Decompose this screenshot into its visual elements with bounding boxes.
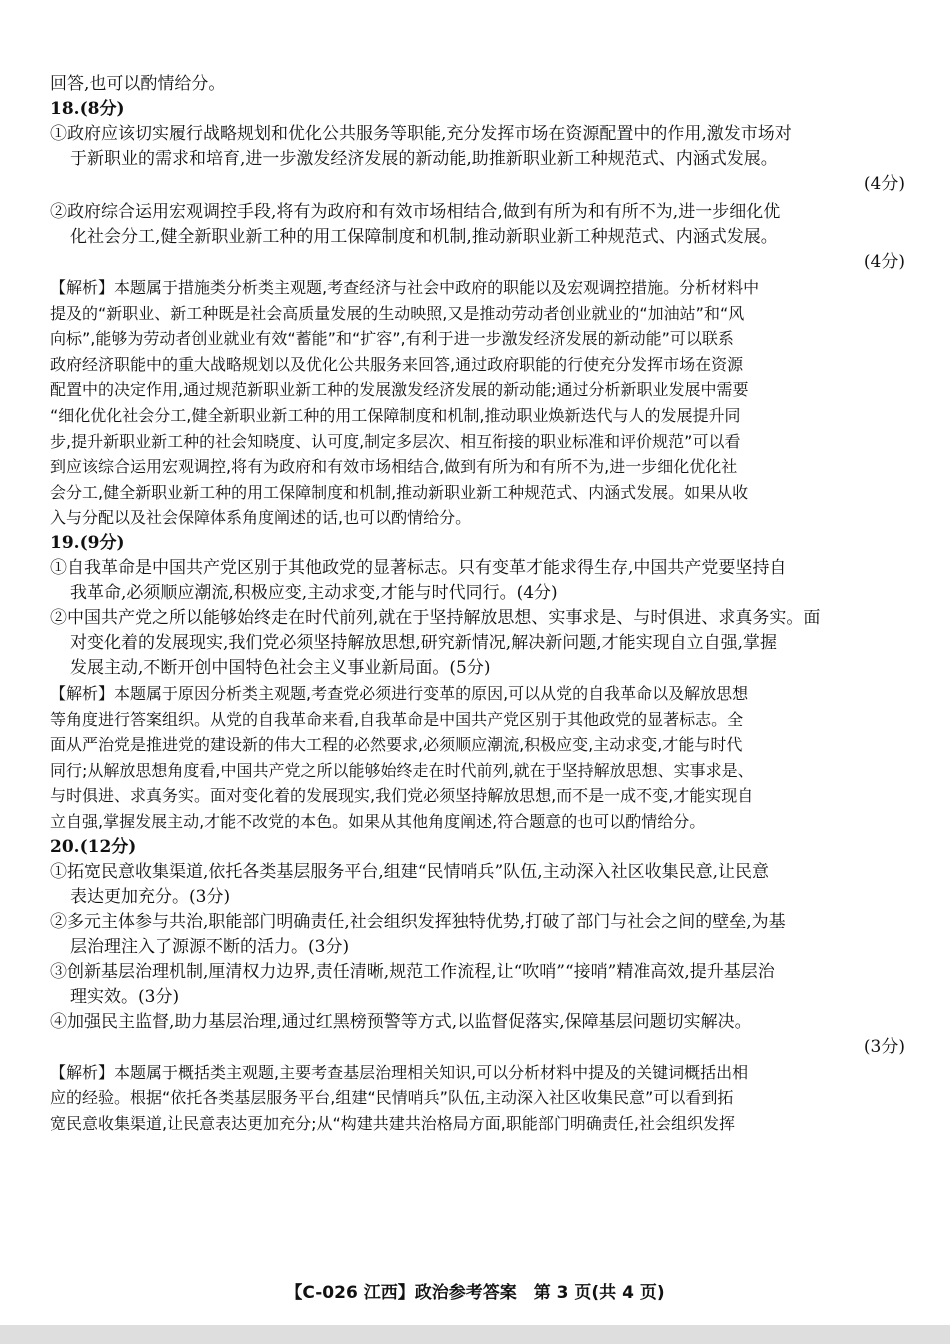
q20-analysis [50, 1060, 905, 1137]
q19-analysis-line: 等角度进行答案组织。从党的自我革命来看,自我革命是中国共产党区别于其他政党的显著标志。全 [50, 709, 744, 729]
q18-analysis-line: 会分工,健全新职业新工种的用工保障制度和机制,推动新职业新工种规范式、内涵式发展。如果从收 [50, 482, 749, 502]
q19-analysis-line: 与时俱进、求真务实。面对变化着的发展现实,我们党必须坚持解放思想,而不是一成不变,才能实现自 [50, 786, 754, 806]
scan-edge [0, 1325, 950, 1344]
q20-analysis-line: 应的经验。根据“依托各类基层服务平台,组建“民情哨兵”队伍,主动深入社区收集民意”可以看到拓 [50, 1088, 734, 1108]
q20-point4-score: (3分) [863, 1036, 905, 1057]
q18-point2-line1: ②政府综合运用宏观调控手段,将有为政府和有效市场相结合,做到有所为和有所不为,进一步细化优 [50, 202, 781, 222]
q18-point1-line2: 于新职业的需求和培育,进一步激发经济发展的新动能,助推新职业新工种规范式、内涵式发展。 [70, 149, 778, 169]
q18-analysis-line: 到应该综合运用宏观调控,将有为政府和有效市场相结合,做到有所为和有所不为,进一步细化优化社 [50, 457, 738, 477]
q18-analysis-line: 提及的“新职业、新工种既是社会高质量发展的生动映照,又是推动劳动者创业就业的“加油站”和“风 [50, 303, 745, 323]
q19-heading: 19.(9分) [50, 532, 125, 553]
q18-point2-score: (4分) [863, 252, 905, 272]
q20-point3-line2: 理实效。(3分) [70, 986, 180, 1007]
q18-analysis-line: 入与分配以及社会保障体系角度阐述的话,也可以酌情给分。 [50, 508, 472, 528]
q20-point2-line1: ②多元主体参与共治,职能部门明确责任,社会组织发挥独特优势,打破了部门与社会之间的壁垒,为基 [50, 911, 786, 932]
q20-point4-line1: ④加强民主监督,助力基层治理,通过红黑榜预警等方式,以监督促落实,保障基层问题切实解决。 [50, 1011, 752, 1032]
q18-analysis-line: 配置中的决定作用,通过规范新职业新工种的发展激发经济发展的新动能;通过分析新职业发展中需要 [50, 380, 749, 400]
q19-analysis [50, 681, 905, 835]
q18-point1-line1: ①政府应该切实履行战略规划和优化公共服务等职能,充分发挥市场在资源配置中的作用,激发市场对 [50, 124, 792, 144]
q20-point1-line1: ①拓宽民意收集渠道,依托各类基层服务平台,组建“民情哨兵”队伍,主动深入社区收集民意,让民意 [50, 861, 769, 882]
answer-page [50, 72, 905, 1136]
q18-analysis-line: “细化优化社会分工,健全新职业新工种的用工保障制度和机制,推动职业焕新迭代与人的发展提升同 [50, 405, 741, 425]
q18-section [50, 97, 905, 531]
q20-heading: 20.(12分) [50, 836, 137, 857]
q18-analysis-line: 【解析】本题属于措施类分析类主观题,考查经济与社会中政府的职能以及宏观调控措施。分析材料中 [50, 278, 760, 297]
q19-analysis-line: 同行;从解放思想角度看,中国共产党之所以能够始终走在时代前列,就在于坚持解放思想、实事求是、 [50, 760, 754, 780]
q18-analysis [50, 275, 905, 531]
q20-analysis-line: 宽民意收集渠道,让民意表达更加充分;从“构建共建共治格局方面,职能部门明确责任,社会组织发挥 [50, 1113, 735, 1133]
q18-analysis-line: 步,提升新职业新工种的社会知晓度、认可度,制定多层次、相互衔接的职业标准和评价规范”可以看 [50, 431, 741, 451]
q19-point2-line3: 发展主动,不断开创中国特色社会主义事业新局面。(5分) [70, 657, 491, 678]
q18-heading: 18.(8分) [50, 99, 125, 119]
intro-line: 回答,也可以酌情给分。 [50, 74, 226, 94]
q20-analysis-line: 【解析】本题属于概括类主观题,主要考查基层治理相关知识,可以分析材料中提及的关键词概括出相 [50, 1062, 749, 1082]
q19-point2-line1: ②中国共产党之所以能够始终走在时代前列,就在于坚持解放思想、实事求是、与时俱进、求真务实。面 [50, 607, 821, 628]
q20-point3-line1: ③创新基层治理机制,厘清权力边界,责任清晰,规范工作流程,让“吹哨”“接哨”精准高效,提升基层治 [50, 961, 775, 982]
q19-point2-line2: 对变化着的发展现实,我们党必须坚持解放思想,研究新情况,解决新问题,才能实现自立自强,掌握 [70, 632, 778, 653]
q18-point2-line2: 化社会分工,健全新职业新工种的用工保障制度和机制,推动新职业新工种规范式、内涵式发展。 [70, 227, 778, 247]
q19-analysis-line: 【解析】本题属于原因分析类主观题,考查党必须进行变革的原因,可以从党的自我革命以及解放思想 [50, 683, 749, 703]
q19-point1-line1: ①自我革命是中国共产党区别于其他政党的显著标志。只有变革才能求得生存,中国共产党要坚持自 [50, 557, 787, 578]
q19-analysis-line: 立自强,掌握发展主动,才能不改党的本色。如果从其他角度阐述,符合题意的也可以酌情给分。 [50, 811, 706, 831]
q20-point1-line2: 表达更加充分。(3分) [70, 886, 231, 907]
q20-point2-line2: 层治理注入了源源不断的活力。(3分) [70, 936, 350, 957]
q19-section [50, 531, 905, 835]
q18-analysis-line: 政府经济职能中的重大战略规划以及优化公共服务来回答,通过政府职能的行使充分发挥市场在资源 [50, 354, 744, 374]
q18-point1-score: (4分) [863, 174, 905, 194]
q19-point1-line2: 我革命,必须顺应潮流,积极应变,主动求变,才能与时代同行。(4分) [70, 582, 558, 603]
q19-analysis-line: 面从严治党是推进党的建设新的伟大工程的必然要求,必须顺应潮流,积极应变,主动求变,才能与时代 [50, 735, 743, 755]
q18-analysis-line: 向标”,能够为劳动者创业就业有效“蓄能”和“扩容”,有利于进一步激发经济发展的新动能”可以联系 [50, 329, 734, 349]
q20-section [50, 835, 905, 1137]
page-footer: 【C-026 江西】政治参考答案 第 3 页(共 4 页) [285, 1283, 665, 1303]
